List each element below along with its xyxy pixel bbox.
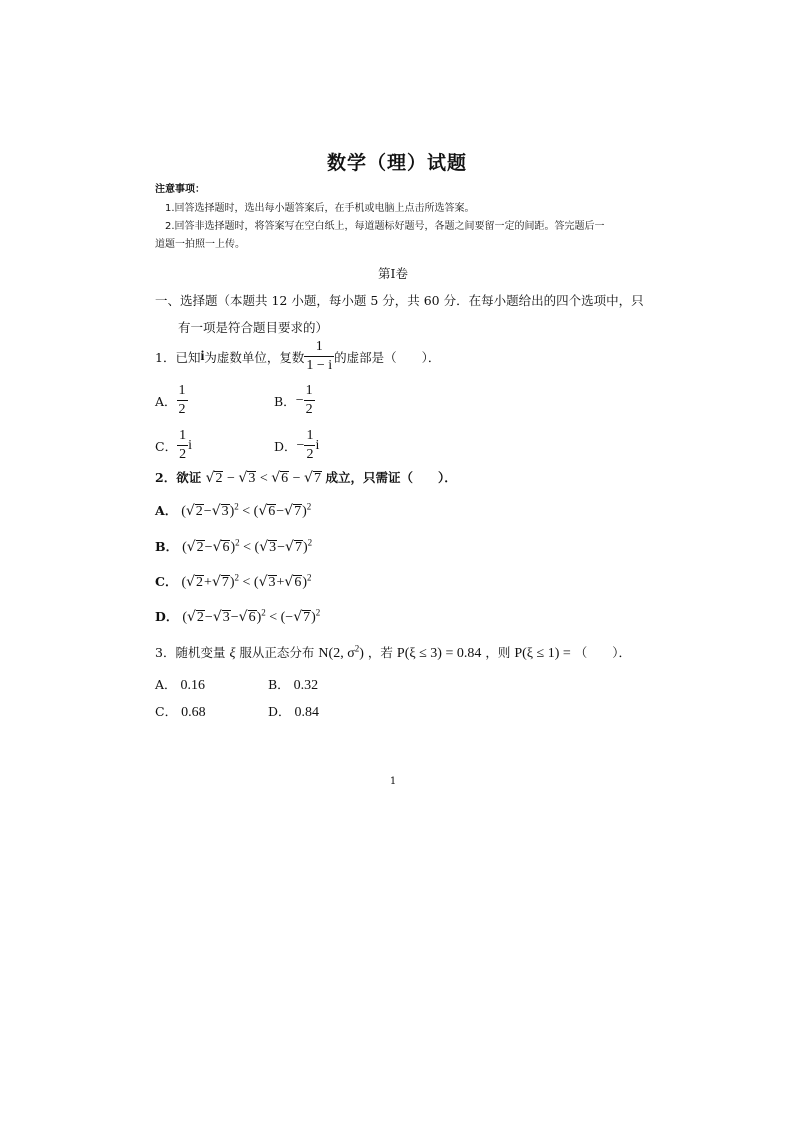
section-line-1: 一、选择题（本题共 12 小题，每小题 5 分，共 60 分．在每小题给出的四个选项中，只 <box>155 293 644 308</box>
q2-d-a: 2 <box>196 610 204 625</box>
q2-d-b: 3 <box>222 610 230 625</box>
q2-inequality: √2 − √3 < √6 − √7 <box>205 470 321 486</box>
q3-prefix: 3．随机变量 <box>155 645 226 660</box>
q2-c-o2: + <box>276 575 285 590</box>
q3-d-label: D． <box>268 704 291 719</box>
q1-a-fraction <box>177 384 188 417</box>
question-1 <box>155 340 440 373</box>
q2-b-d: 7 <box>294 540 302 555</box>
q2-op2: − <box>292 471 301 486</box>
q2-b-label: B． <box>155 539 179 554</box>
notes-line-2: 2.回答非选择题时，将答案写在空白纸上，每道题标好题号，各题之间要留一定的间距。答完题后一 <box>165 221 605 232</box>
page-title: 数学（理）试题 <box>326 152 467 174</box>
q2-option-d: D． $(√2-√3-√6)^2 < (-√7)^2$ <box>155 607 321 625</box>
q1-c-fraction <box>177 429 188 462</box>
q1-c-den: 2 <box>179 447 187 462</box>
q2-d-sq2: 2 <box>315 607 321 618</box>
q2-lt: < <box>259 471 268 486</box>
q1-mid: 为虚数单位，复数 <box>204 349 305 365</box>
q1-d-label: D． <box>274 438 297 454</box>
q1-suffix: 的虚部是（ ）． <box>334 349 441 365</box>
q2-suffix: 成立，只需证（ ）． <box>325 470 457 485</box>
q1-frac-den: 1 − i <box>306 358 333 373</box>
q1-option-c <box>155 429 192 462</box>
q3-xi: ξ <box>229 646 236 661</box>
q3-a-label: A． <box>155 677 177 692</box>
q3-mid2: ，若 <box>367 645 393 660</box>
q2-option-a: A． $(√2-√3)^2 < (√6-√7)^2$ <box>155 501 312 519</box>
q1-b-num: 1 <box>304 384 315 401</box>
q2-b-sq2: 2 <box>307 537 313 548</box>
q2-b-o1: − <box>204 540 213 555</box>
q2-d-o1: − <box>204 610 213 625</box>
q3-sq: 2 <box>354 643 360 654</box>
q1-d-fraction <box>304 429 315 462</box>
q3-option-b <box>268 675 318 694</box>
q1-fraction <box>304 340 334 373</box>
question-3 <box>155 643 631 662</box>
q3-dist: N(2, σ <box>318 646 355 661</box>
q2-c-o1: + <box>204 575 212 590</box>
q3-dist-close: ) <box>359 646 364 661</box>
section-line-2: 有一项是符合题目要求的） <box>178 320 329 335</box>
q2-option-c: C． $(√2+√7)^2 < (√3+√6)^2$ <box>155 572 312 590</box>
q1-option-d <box>274 429 319 462</box>
q2-d-d: 7 <box>303 610 311 625</box>
q2-a-b: 3 <box>221 504 229 519</box>
q1-a-label: A． <box>155 393 177 409</box>
q1-i: i <box>200 348 205 364</box>
q3-c-value: 0.68 <box>181 705 206 720</box>
notes-line-1: 1.回答选择题时，选出每小题答案后，在手机或电脑上点击所选答案。 <box>165 203 475 214</box>
q1-option-a <box>155 384 188 417</box>
q1-a-num: 1 <box>177 384 188 401</box>
q2-a-o1: − <box>203 504 212 519</box>
q2-a-o2: − <box>276 504 285 519</box>
q1-c-label: C． <box>155 438 178 454</box>
q2-c-label: C． <box>155 574 178 589</box>
q2-b-sq1: 2 <box>235 537 240 548</box>
q2-r3: 3 <box>248 471 256 486</box>
q2-r6: 6 <box>281 471 289 486</box>
q2-r7: 7 <box>313 471 321 486</box>
question-2 <box>155 468 457 487</box>
q3-a-value: 0.16 <box>180 678 206 693</box>
q2-a-sq2: 2 <box>306 501 312 512</box>
q2-b-c: 3 <box>269 540 277 555</box>
q2-a-d: 7 <box>294 504 302 519</box>
q1-c-i: i <box>188 437 192 453</box>
q2-c-d: 6 <box>294 575 302 590</box>
q1-option-b <box>274 384 315 417</box>
q2-d-label: D． <box>155 609 179 624</box>
notes-heading: 注意事项： <box>155 184 205 195</box>
q3-d-value: 0.84 <box>294 705 320 720</box>
q2-c-a: 2 <box>196 575 204 590</box>
q2-a-sq1: 2 <box>234 501 239 512</box>
q3-option-c <box>155 702 206 721</box>
q1-d-i: i <box>315 437 320 453</box>
q2-r2: 2 <box>215 471 223 486</box>
q3-option-d <box>268 702 319 721</box>
q1-d-num: 1 <box>304 429 315 446</box>
q2-a-c: 6 <box>268 504 276 519</box>
q2-op1: − <box>226 471 235 486</box>
q1-d-den: 2 <box>306 447 314 462</box>
q2-d-o2: − <box>230 610 239 625</box>
q2-prefix: 2．欲证 <box>155 470 202 485</box>
q3-p2: P(ξ ≤ 1) = <box>514 646 571 661</box>
q1-b-sign: − <box>295 392 304 408</box>
q2-d-c: 6 <box>248 610 256 625</box>
q1-frac-num: 1 <box>304 340 334 357</box>
q1-b-label: B． <box>274 393 296 409</box>
q3-suffix: （ ）． <box>574 645 632 660</box>
q2-c-c: 3 <box>268 575 276 590</box>
q3-mid3: ，则 <box>485 645 511 660</box>
page-number: 1 <box>389 776 397 787</box>
q2-c-sq1: 2 <box>234 572 240 583</box>
q1-d-sign: − <box>296 437 305 453</box>
q3-mid1: 服从正态分布 <box>239 645 315 660</box>
q3-b-label: B． <box>268 677 290 692</box>
q2-b-o2: − <box>277 540 286 555</box>
q2-c-b: 7 <box>221 575 229 590</box>
q2-b-b: 6 <box>222 540 230 555</box>
q2-a-a: 2 <box>195 504 203 519</box>
q3-option-a <box>155 675 205 694</box>
q2-a-label: A． <box>155 503 178 518</box>
volume-heading: 第Ⅰ卷 <box>378 266 408 281</box>
q3-b-value: 0.32 <box>293 678 319 693</box>
q1-c-num: 1 <box>177 429 188 446</box>
notes-line-3: 道题一拍照一上传。 <box>155 239 245 250</box>
q2-b-a: 2 <box>196 540 204 555</box>
q3-c-label: C． <box>155 704 178 719</box>
q1-a-den: 2 <box>178 402 186 417</box>
q2-c-sq2: 2 <box>307 572 312 583</box>
q2-option-b: B． $(√2-√6)^2 < (√3-√7)^2$ <box>155 537 313 555</box>
q3-p1: P(ξ ≤ 3) = 0.84 <box>396 646 482 661</box>
q1-b-den: 2 <box>305 402 313 417</box>
q2-d-sq1: 2 <box>261 607 266 618</box>
q1-prefix: 1．已知 <box>155 349 201 365</box>
q1-b-fraction <box>304 384 315 417</box>
